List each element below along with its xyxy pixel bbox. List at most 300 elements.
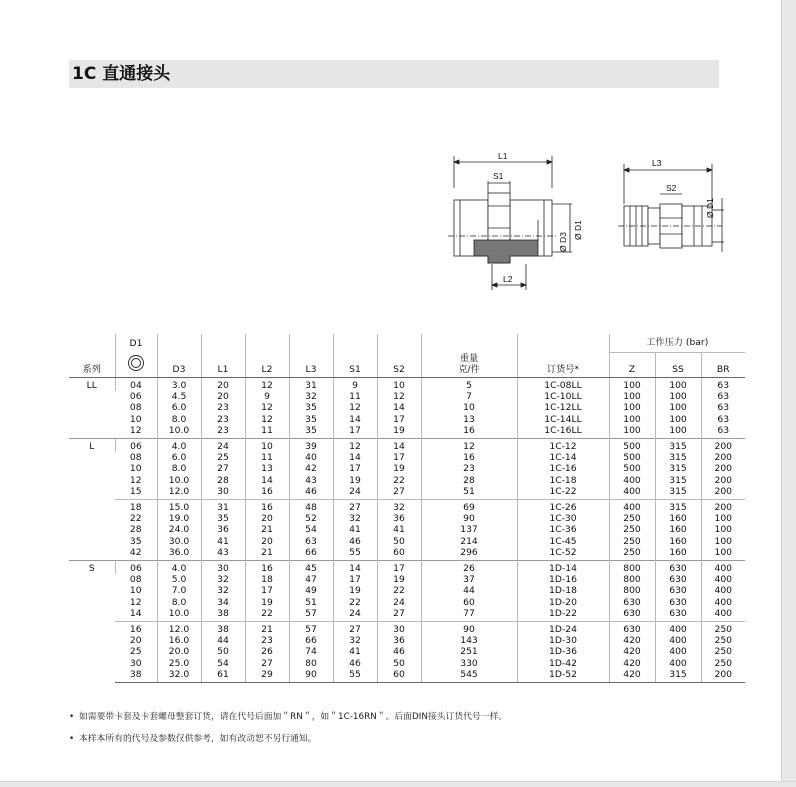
table-row	[69, 524, 745, 535]
table-cell: 34	[201, 597, 245, 608]
series-cell: LL	[86, 379, 97, 391]
table-cell: 31	[289, 377, 333, 391]
table-cell: 54	[289, 524, 333, 535]
table-cell: 5	[421, 377, 517, 391]
label-l3: L3	[652, 158, 662, 168]
table-cell: 200	[701, 669, 745, 683]
table-cell: 100	[701, 513, 745, 524]
table-cell: 30	[377, 621, 421, 635]
label-d1-right: Ø D1	[705, 198, 715, 218]
table-row	[69, 438, 745, 452]
table-cell: 420	[609, 646, 655, 657]
table-row	[69, 499, 745, 513]
table-cell: 17	[333, 463, 377, 474]
header-z: Z	[609, 353, 655, 378]
table-cell: 16	[245, 499, 289, 513]
table-cell: 630	[609, 597, 655, 608]
d1-symbol-icon	[115, 353, 157, 378]
order-number-cell: 1C-16	[517, 463, 609, 474]
order-number-cell: 1C-12	[517, 438, 609, 452]
table-cell: 12	[129, 596, 142, 608]
table-cell: 545	[421, 669, 517, 683]
order-number-cell: 1D-24	[517, 621, 609, 635]
order-number-cell: 1C-12LL	[517, 402, 609, 413]
table-cell: 51	[289, 597, 333, 608]
table-cell: 23	[245, 635, 289, 646]
table-cell: 22	[377, 475, 421, 486]
table-cell: 38	[115, 669, 157, 683]
table-cell: 39	[289, 438, 333, 452]
table-cell: 46	[333, 536, 377, 547]
header-l2: L2	[245, 353, 289, 378]
table-cell: 800	[609, 560, 655, 574]
table-cell: 10	[129, 463, 142, 475]
table-cell: 52	[289, 513, 333, 524]
table-cell: 250	[701, 658, 745, 669]
table-row	[69, 597, 745, 608]
table-cell: 137	[421, 524, 517, 535]
table-cell: 6.0	[157, 452, 201, 463]
table-cell: 315	[655, 438, 701, 452]
table-cell: 420	[609, 669, 655, 683]
table-cell: 63	[701, 391, 745, 402]
table-cell: 400	[701, 560, 745, 574]
label-d3: Ø D3	[558, 232, 568, 252]
table-cell: 08	[129, 402, 142, 414]
table-cell: 315	[655, 475, 701, 486]
label-s1: S1	[493, 171, 504, 181]
table-cell: 19	[377, 463, 421, 474]
table-cell: 32.0	[157, 669, 201, 683]
fitting-drawing	[430, 148, 730, 294]
table-row	[69, 452, 745, 463]
table-cell: 315	[655, 499, 701, 513]
table-cell: 16	[115, 621, 157, 635]
table-cell: 250	[701, 646, 745, 657]
table-cell: 51	[421, 486, 517, 500]
table-cell: 24	[333, 486, 377, 500]
order-number-cell: 1D-36	[517, 646, 609, 657]
table-cell: 41	[333, 524, 377, 535]
table-cell: 60	[377, 669, 421, 683]
table-cell: 100	[655, 377, 701, 391]
table-cell: 8.0	[157, 414, 201, 425]
table-cell: 22	[129, 513, 142, 525]
table-cell: 800	[609, 574, 655, 585]
order-number-cell: 1D-14	[517, 560, 609, 574]
table-cell: 100	[609, 414, 655, 425]
table-cell: 19	[333, 585, 377, 596]
table-cell: 32	[333, 513, 377, 524]
header-order: 订货号*	[517, 353, 609, 378]
table-cell: 43	[289, 475, 333, 486]
table-cell: 100	[655, 425, 701, 439]
series-cell: L	[69, 438, 115, 560]
table-cell: 4.0	[157, 438, 201, 452]
table-cell: 100	[609, 425, 655, 439]
table-cell: 46	[377, 646, 421, 657]
table-cell: 315	[655, 669, 701, 683]
table-row	[69, 547, 745, 561]
table-cell: 400	[701, 585, 745, 596]
label-d1: Ø D1	[573, 220, 583, 240]
table-cell: 90	[421, 513, 517, 524]
table-cell: 57	[289, 621, 333, 635]
table-cell: 29	[245, 669, 289, 683]
table-row	[69, 402, 745, 413]
table-cell: 400	[701, 597, 745, 608]
table-cell: 32	[201, 585, 245, 596]
table-cell: 400	[701, 574, 745, 585]
table-row	[69, 658, 745, 669]
table-cell: 44	[421, 585, 517, 596]
header-series: 系列	[69, 353, 115, 378]
table-cell: 100	[701, 524, 745, 535]
table-cell: 9	[333, 377, 377, 391]
table-cell: 22	[333, 597, 377, 608]
table-cell: 400	[609, 475, 655, 486]
table-row	[69, 414, 745, 425]
table-cell: 14	[245, 475, 289, 486]
table-cell: 19	[333, 475, 377, 486]
table-cell: 16	[421, 452, 517, 463]
table-cell: 214	[421, 536, 517, 547]
table-cell: 57	[289, 608, 333, 622]
table-cell: 200	[701, 486, 745, 500]
table-cell: 63	[289, 536, 333, 547]
table-cell: 12	[129, 424, 142, 436]
table-cell: 10	[421, 402, 517, 413]
table-cell: 7.0	[157, 585, 201, 596]
table-cell: 400	[609, 486, 655, 500]
table-cell: 63	[701, 414, 745, 425]
order-number-cell: 1C-14LL	[517, 414, 609, 425]
table-cell: 27	[333, 621, 377, 635]
table-cell: 4.5	[157, 391, 201, 402]
table-cell: 44	[201, 635, 245, 646]
page-edge-bottom	[0, 781, 796, 787]
table-row	[69, 425, 745, 439]
table-cell: 630	[609, 608, 655, 622]
table-cell: 800	[609, 585, 655, 596]
table-cell: 12	[421, 438, 517, 452]
table-cell: 500	[609, 452, 655, 463]
table-cell: 30	[201, 560, 245, 574]
table-cell: 38	[201, 621, 245, 635]
table-cell: 60	[421, 597, 517, 608]
table-cell: 15	[129, 485, 142, 497]
table-cell: 17	[377, 414, 421, 425]
table-cell: 06	[115, 560, 157, 574]
table-cell: 35	[129, 535, 142, 547]
order-number-cell: 1D-30	[517, 635, 609, 646]
table-cell: 24	[201, 438, 245, 452]
table-cell: 400	[655, 635, 701, 646]
table-cell: 12	[245, 402, 289, 413]
table-cell: 35	[289, 402, 333, 413]
table-cell: 13	[245, 463, 289, 474]
table-cell: 48	[289, 499, 333, 513]
table-cell: 11	[245, 425, 289, 439]
order-number-cell: 1D-22	[517, 608, 609, 622]
table-cell: 200	[701, 463, 745, 474]
table-cell: 10	[377, 377, 421, 391]
table-cell: 42	[289, 463, 333, 474]
table-cell: 69	[421, 499, 517, 513]
table-cell: 23	[421, 463, 517, 474]
table-cell: 27	[245, 658, 289, 669]
table-cell: 400	[609, 499, 655, 513]
table-cell: 37	[421, 574, 517, 585]
order-number-cell: 1C-22	[517, 486, 609, 500]
table-cell: 400	[701, 608, 745, 622]
order-number-cell: 1C-16LL	[517, 425, 609, 439]
table-cell: 27	[333, 499, 377, 513]
table-cell: 14	[377, 438, 421, 452]
table-cell: 400	[655, 621, 701, 635]
table-cell: 27	[377, 486, 421, 500]
table-cell: 41	[333, 646, 377, 657]
table-cell: 160	[655, 513, 701, 524]
table-cell: 14	[333, 560, 377, 574]
table-cell: 630	[655, 597, 701, 608]
table-cell: 16.0	[157, 635, 201, 646]
table-cell: 18	[115, 499, 157, 513]
table-cell: 36	[377, 635, 421, 646]
table-cell: 100	[655, 402, 701, 413]
table-cell: 7	[421, 391, 517, 402]
table-cell: 21	[245, 524, 289, 535]
table-row	[69, 585, 745, 596]
header-pressure: 工作压力 (bar)	[609, 334, 745, 353]
table-cell: 24	[377, 597, 421, 608]
table-row	[69, 391, 745, 402]
order-number-cell: 1D-18	[517, 585, 609, 596]
table-cell: 55	[333, 547, 377, 561]
table-cell: 100	[655, 391, 701, 402]
table-row	[69, 669, 745, 683]
table-row	[69, 475, 745, 486]
table-cell: 36	[377, 513, 421, 524]
table-cell: 143	[421, 635, 517, 646]
table-cell: 27	[201, 463, 245, 474]
table-cell: 32	[201, 574, 245, 585]
label-l1: L1	[498, 151, 508, 161]
table-cell: 6.0	[157, 402, 201, 413]
table-cell: 420	[609, 635, 655, 646]
table-cell: 400	[655, 658, 701, 669]
table-cell: 20	[245, 536, 289, 547]
table-cell: 66	[289, 547, 333, 561]
table-cell: 11	[245, 452, 289, 463]
table-cell: 26	[421, 560, 517, 574]
header-l3: L3	[289, 353, 333, 378]
table-cell: 17	[377, 560, 421, 574]
table-cell: 41	[377, 524, 421, 535]
table-cell: 14	[377, 402, 421, 413]
series-cell: S	[69, 560, 115, 682]
table-cell: 24.0	[157, 524, 201, 535]
order-number-cell: 1D-52	[517, 669, 609, 683]
table-cell: 46	[289, 486, 333, 500]
table-cell: 50	[377, 536, 421, 547]
table-cell: 20.0	[157, 646, 201, 657]
footnote-2: • 本样本所有的代号及参数仅供参考，如有改动恕不另行通知。	[69, 734, 317, 744]
table-cell: 630	[655, 608, 701, 622]
table-cell: 10	[129, 413, 142, 425]
table-cell: 13	[421, 414, 517, 425]
table-cell: 17	[333, 425, 377, 439]
table-cell: 90	[289, 669, 333, 683]
table-row	[69, 377, 745, 391]
table-cell: 46	[333, 658, 377, 669]
table-cell: 330	[421, 658, 517, 669]
table-cell: 20	[129, 635, 142, 647]
table-cell: 15.0	[157, 499, 201, 513]
table-cell: 17	[377, 452, 421, 463]
table-cell: 61	[201, 669, 245, 683]
table-cell: 200	[701, 438, 745, 452]
table-cell: 41	[201, 536, 245, 547]
table-cell: 250	[701, 621, 745, 635]
table-cell: 5.0	[157, 574, 201, 585]
table-cell: 19	[377, 574, 421, 585]
table-cell: 16	[245, 486, 289, 500]
table-cell: 12	[333, 438, 377, 452]
label-l2: L2	[503, 274, 513, 284]
table-cell: 12	[245, 414, 289, 425]
table-cell: 400	[655, 646, 701, 657]
table-cell: 36	[201, 524, 245, 535]
table-cell: 20	[245, 513, 289, 524]
table-cell: 74	[289, 646, 333, 657]
label-s2: S2	[666, 183, 677, 193]
footnote-1: • 如需要带卡套及卡套螺母整套订货，请在代号后面加＂RN＂，如＂1C-16RN＂。后面DIN接头订货代号一样。	[69, 712, 508, 722]
order-number-cell: 1C-18	[517, 475, 609, 486]
spec-table	[69, 334, 745, 683]
table-cell: 21	[245, 621, 289, 635]
table-cell: 35	[201, 513, 245, 524]
table-cell: 16	[421, 425, 517, 439]
table-cell: 8.0	[157, 597, 201, 608]
table-cell: 43	[201, 547, 245, 561]
table-cell: 32	[289, 391, 333, 402]
table-cell: 100	[609, 377, 655, 391]
table-cell: 36.0	[157, 547, 201, 561]
table-cell: 14	[333, 452, 377, 463]
header-ss: SS	[655, 353, 701, 378]
table-cell: 250	[609, 524, 655, 535]
table-cell: 23	[201, 414, 245, 425]
table-cell: 10	[245, 438, 289, 452]
table-cell: 12	[333, 402, 377, 413]
table-cell: 17	[245, 585, 289, 596]
table-cell: 18	[245, 574, 289, 585]
table-cell: 08	[129, 452, 142, 464]
table-cell: 200	[701, 452, 745, 463]
table-cell: 296	[421, 547, 517, 561]
table-cell: 28	[421, 475, 517, 486]
footnotes	[69, 706, 507, 750]
table-row	[69, 486, 745, 500]
table-cell: 23	[201, 402, 245, 413]
table-cell: 08	[129, 574, 142, 586]
order-number-cell: 1C-08LL	[517, 377, 609, 391]
table-cell: 100	[609, 402, 655, 413]
table-cell: 27	[377, 608, 421, 622]
header-s1: S1	[333, 353, 377, 378]
table-cell: 35	[289, 414, 333, 425]
table-cell: 63	[701, 377, 745, 391]
header-weight: 重量 克/件	[421, 353, 517, 378]
table-cell: 630	[655, 560, 701, 574]
table-cell: 315	[655, 463, 701, 474]
table-cell: 30	[129, 657, 142, 669]
order-number-cell: 1C-14	[517, 452, 609, 463]
table-cell: 250	[609, 547, 655, 561]
header-d3: D3	[157, 353, 201, 378]
table-cell: 90	[421, 621, 517, 635]
table-cell: 19	[377, 425, 421, 439]
table-cell: 28	[201, 475, 245, 486]
table-row	[69, 513, 745, 524]
table-cell: 500	[609, 463, 655, 474]
table-cell: 12	[377, 391, 421, 402]
table-cell: 14	[129, 607, 142, 619]
table-cell: 315	[655, 486, 701, 500]
table-cell: 630	[609, 621, 655, 635]
table-cell: 35	[289, 425, 333, 439]
table-cell: 19.0	[157, 513, 201, 524]
table-cell: 160	[655, 524, 701, 535]
table-cell: 12.0	[157, 486, 201, 500]
table-cell: 06	[129, 391, 142, 403]
table-cell: 100	[655, 414, 701, 425]
table-cell: 250	[609, 536, 655, 547]
table-cell: 17	[333, 574, 377, 585]
table-cell: 04	[115, 377, 157, 391]
table-cell: 31	[201, 499, 245, 513]
table-cell: 160	[655, 547, 701, 561]
table-row	[69, 621, 745, 635]
page-title: 1C 直通接头	[72, 64, 171, 84]
table-cell: 630	[655, 574, 701, 585]
table-cell: 630	[655, 585, 701, 596]
table-cell: 80	[289, 658, 333, 669]
table-cell: 10.0	[157, 425, 201, 439]
table-cell: 20	[201, 391, 245, 402]
table-cell: 100	[701, 536, 745, 547]
table-cell: 20	[201, 377, 245, 391]
order-number-cell: 1C-36	[517, 524, 609, 535]
table-cell: 315	[655, 452, 701, 463]
table-cell: 24	[333, 608, 377, 622]
table-cell: 66	[289, 635, 333, 646]
table-row	[69, 608, 745, 622]
table-cell: 23	[201, 425, 245, 439]
table-cell: 200	[701, 475, 745, 486]
table-cell: 9	[245, 391, 289, 402]
order-number-cell: 1C-30	[517, 513, 609, 524]
table-row	[69, 560, 745, 574]
table-cell: 10.0	[157, 475, 201, 486]
table-cell: 14	[333, 414, 377, 425]
table-cell: 26	[245, 646, 289, 657]
order-number-cell: 1C-52	[517, 547, 609, 561]
table-cell: 3.0	[157, 377, 201, 391]
table-row	[69, 536, 745, 547]
header-s2: S2	[377, 353, 421, 378]
